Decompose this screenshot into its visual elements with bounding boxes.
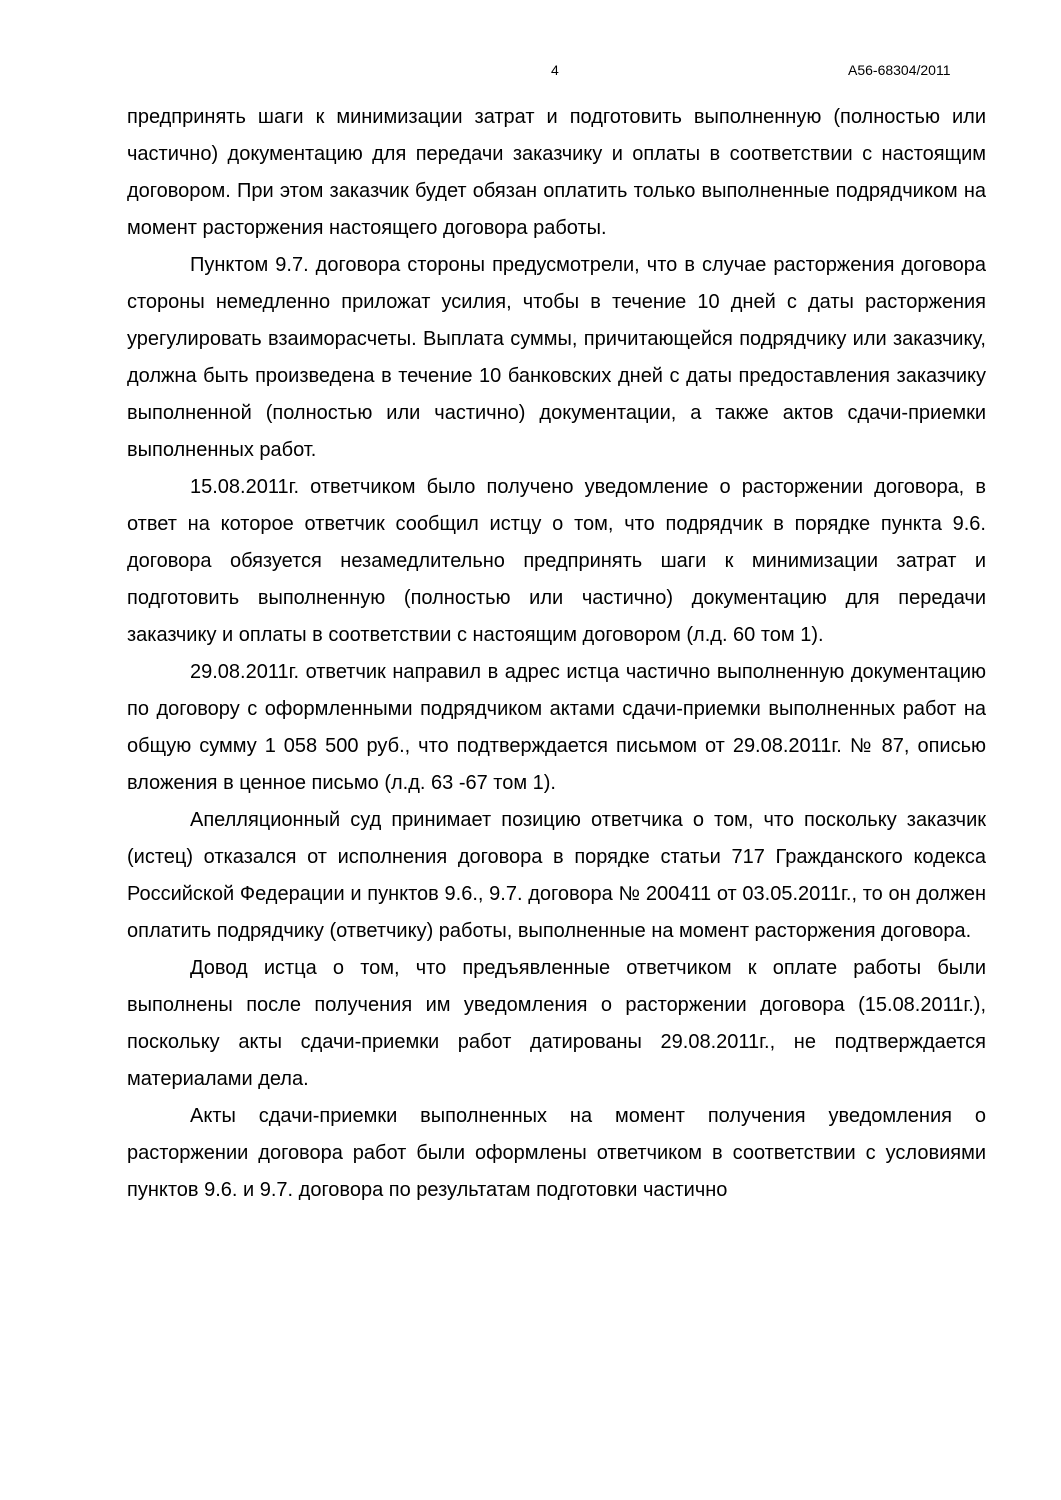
case-number: А56-68304/2011 bbox=[848, 62, 951, 78]
document-body bbox=[127, 99, 986, 1209]
paragraph-notice-received: 15.08.2011г. ответчиком было получено уведомление о расторжении договора, в ответ на которое ответчик сообщил истцу о том, что подрядчик в порядке пункта 9.6. договора обязуется незамедлительно предпринять шаги к минимизации затрат и подготовить выполненную (полностью или частично) документацию для передачи заказчику и оплаты в соответствии с настоящим договором (л.д. 60 том 1). bbox=[127, 476, 986, 646]
paragraph-plaintiff-argument: Довод истца о том, что предъявленные ответчиком к оплате работы были выполнены после получения им уведомления о расторжении договора (15.08.2011г.), поскольку акты сдачи-приемки работ датированы 29.08.2011г., не подтверждается материалами дела. bbox=[127, 957, 986, 1090]
page-number: 4 bbox=[551, 62, 559, 78]
paragraph-clause-9-7: Пунктом 9.7. договора стороны предусмотрели, что в случае расторжения договора стороны немедленно приложат усилия, чтобы в течение 10 дней с даты расторжения урегулировать взаиморасчеты. Выплата суммы, причитающейся подрядчику или заказчику, должна быть произведена в течение 10 банковских дней с даты предоставления заказчику выполненной (полностью или частично) документации, а также актов сдачи-приемки выполненных работ. bbox=[127, 254, 986, 461]
paragraph-continuation: предпринять шаги к минимизации затрат и подготовить выполненную (полностью или частично) документацию для передачи заказчику и оплаты в соответствии с настоящим договором. При этом заказчик будет обязан оплатить только выполненные подрядчиком на момент расторжения настоящего договора работы. bbox=[127, 106, 986, 239]
paragraph-documentation-sent: 29.08.2011г. ответчик направил в адрес истца частично выполненную документацию по договору с оформленными подрядчиком актами сдачи-приемки выполненных работ на общую сумму 1 058 500 руб., что подтверждается письмом от 29.08.2011г. № 87, описью вложения в ценное письмо (л.д. 63 -67 том 1). bbox=[127, 661, 986, 794]
paragraph-acts-of-acceptance: Акты сдачи-приемки выполненных на момент получения уведомления о расторжении договора работ были оформлены ответчиком в соответствии с условиями пунктов 9.6. и 9.7. договора по результатам подготовки частично bbox=[127, 1105, 986, 1201]
paragraph-court-position: Апелляционный суд принимает позицию ответчика о том, что поскольку заказчик (истец) отказался от исполнения договора в порядке статьи 717 Гражданского кодекса Российской Федерации и пунктов 9.6., 9.7. договора № 200411 от 03.05.2011г., то он должен оплатить подрядчику (ответчику) работы, выполненные на момент расторжения договора. bbox=[127, 809, 986, 942]
page-header bbox=[0, 62, 1061, 84]
